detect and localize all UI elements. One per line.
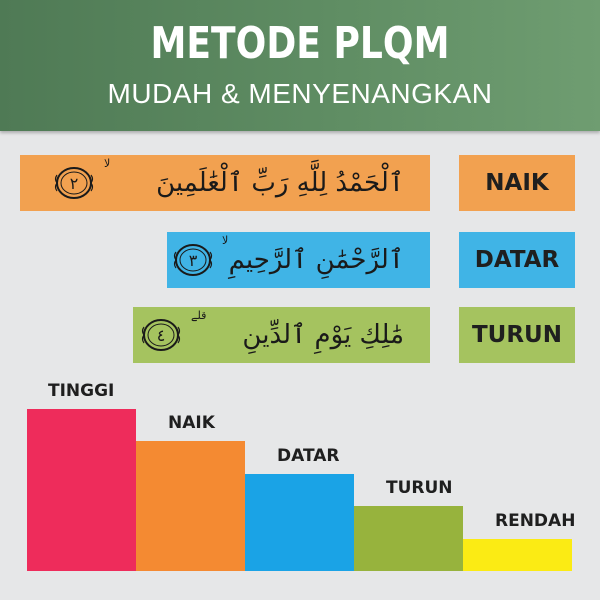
- level-label-datar: DATAR: [277, 445, 340, 466]
- verse-text-2: ٱلرَّحْمَٰنِ ٱلرَّحِيمِ: [228, 245, 404, 275]
- verse-number-1: ٢: [69, 174, 79, 193]
- page-subtitle: MUDAH & MENYENANGKAN: [107, 78, 493, 109]
- pause-mark-3: قلے: [191, 309, 207, 322]
- level-label-rendah: RENDAH: [495, 510, 576, 531]
- verse-number-3: ٤: [156, 326, 166, 345]
- page-title: METODE PLQM: [150, 18, 450, 69]
- pause-mark-2: لا: [222, 234, 229, 247]
- tag-turun: TURUN: [459, 307, 575, 363]
- verse-box-2: [167, 232, 430, 288]
- pause-mark-1: لا: [104, 157, 111, 170]
- level-bar-turun: [354, 506, 463, 571]
- header-banner: [0, 0, 600, 131]
- verse-number-2: ٣: [188, 251, 198, 270]
- level-bar-rendah: [463, 539, 572, 571]
- verse-box-1: [20, 155, 430, 211]
- level-label-turun: TURUN: [386, 478, 453, 499]
- tag-datar: DATAR: [459, 232, 575, 288]
- level-bar-datar: [245, 474, 354, 571]
- level-label-tinggi: TINGGI: [48, 381, 115, 401]
- tag-naik: NAIK: [459, 155, 575, 211]
- verse-text-1: ٱلْحَمْدُ لِلَّهِ رَبِّ ٱلْعَٰلَمِينَ: [156, 168, 404, 198]
- verse-text-3: مَٰلِكِ يَوْمِ ٱلدِّينِ: [242, 320, 404, 350]
- verse-number-icon-1: [54, 163, 94, 203]
- verse-number-icon-2: [173, 240, 213, 280]
- level-bar-tinggi: [27, 409, 136, 571]
- level-label-naik: NAIK: [168, 413, 215, 434]
- verse-number-icon-3: [141, 315, 181, 355]
- level-bar-naik: [136, 441, 245, 571]
- verse-box-3: [133, 307, 430, 363]
